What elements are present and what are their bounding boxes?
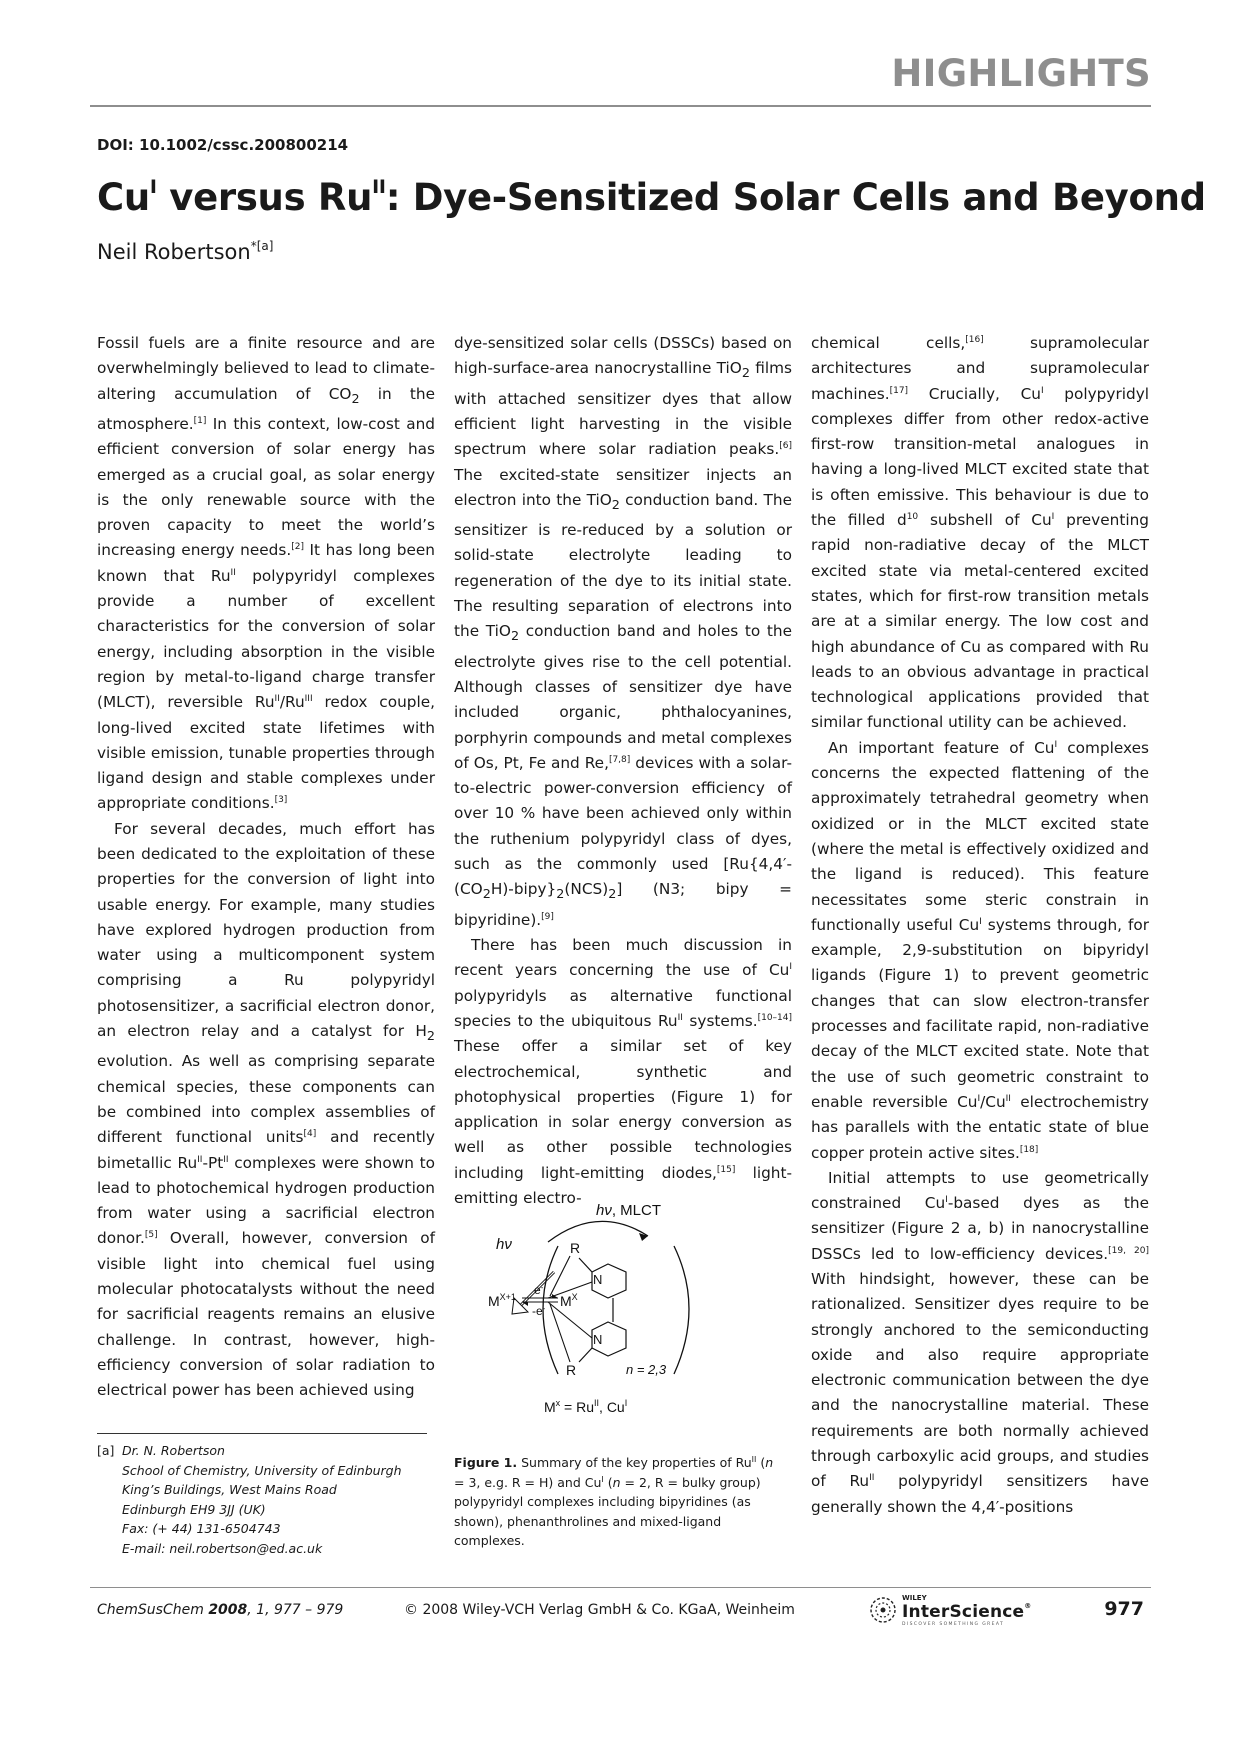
label-n-top: N (593, 1272, 603, 1287)
logo-publisher: WILEY (902, 1594, 927, 1602)
figure-1 (488, 1198, 758, 1442)
affiliation-line: School of Chemistry, University of Edinburgh (122, 1462, 402, 1478)
ligand-right-bracket (674, 1246, 689, 1374)
page-number: 977 (1104, 1598, 1144, 1620)
col3-paragraph-1: chemical cells,[16] supramolecular architectures and supramolecular machines.[17] Crucially, $Cu^I$ polypyridyl complexes differ from other redox-active first-row transition-metal analogues in having a long-lived MLCT excited state that is often emissive. This behaviour is due to the filled $d^{10}$ subshell of $Cu^I$ preventing rapid non-radiative decay of the MLCT excited state via metal-centered excited states, which for first-row transition metals are at a similar energy. The low cost and high abundance of Cu as compared with Ru leads to an obvious advantage in practical technological applications provided that similar functional utility can be achieved. (811, 334, 1150, 732)
label-n-value: n = 2,3 (626, 1362, 667, 1377)
col2-paragraph-1: dye-sensitized solar cells (DSSCs) based on high-surface-area nanocrystalline TiO$_2$ films with attached sensitizer dyes that allow efficient light harvesting in the visible spectrum where solar radiation peaks.[6] The excited-state sensitizer injects an electron into the TiO$_2$ conduction band. The sensitizer is re-reduced by a solution or solid-state electrolyte leading to regeneration of the dye to its initial state. The resulting separation of electrons into the TiO$_2$ conduction band and holes to the electrolyte gives rise to the cell potential. Although classes of sensitizer dye have included organic, phthalocyanines, porphyrin compounds and metal complexes of Os, Pt, Fe and Re,[7,8] devices with a solar-to-electric power-conversion efficiency of over 10 % have been achieved only within the ruthenium polypyridyl class of dyes, such as the commonly used $[Ru\{4,4'-(CO_2H)-bipy\}_2(NCS)_2]$ (N3; bipy = bipyridine).[9] (454, 334, 793, 929)
label-mx: $M^X$ (560, 1292, 578, 1309)
title-sup-2: II (372, 176, 386, 198)
mlct-curved-arrow (548, 1221, 648, 1242)
label-r-bottom: R (566, 1362, 577, 1378)
affiliation-rule (97, 1433, 427, 1434)
citation-link[interactable]: [15] (716, 1164, 736, 1175)
logo-tagline: DISCOVER SOMETHING GREAT (902, 1622, 1005, 1627)
citation-link[interactable]: [18] (1019, 1144, 1039, 1155)
label-hv: hν (496, 1236, 512, 1253)
journal-volume-pages: , 1, 977 – 979 (247, 1602, 344, 1618)
article-doi[interactable]: DOI: 10.1002/cssc.200800214 (97, 136, 349, 154)
title-part-1: Cu (97, 176, 150, 219)
label-r-top: R (570, 1240, 581, 1256)
citation-link[interactable]: [3] (274, 795, 288, 806)
citation-link[interactable]: [1] (193, 415, 207, 426)
journal-name: ChemSusChem (97, 1602, 204, 1618)
affiliation-footnote (97, 1441, 437, 1558)
header-section-label: HIGHLIGHTS (891, 52, 1151, 95)
label-e-reverse: -e- (532, 1304, 546, 1318)
citation-link[interactable]: [2] (291, 542, 304, 553)
figure-1-caption: Figure 1. Summary of the key properties of $Ru^{II}$ (n = 3, e.g. R = H) and $Cu^I$ (n = 2, R = bulky group) polypyridyl complexes including bipyridines (as shown), phenanthrolines and mixed-ligand complexes. (454, 1455, 774, 1548)
title-sup-1: I (149, 176, 157, 198)
col3-paragraph-3: Initial attempts to use geometrically constrained $Cu^I$-based dyes as the sensitizer (Figure 2 a, b) in nanocrystalline DSSCs led to low-efficiency devices.[19, 20] With hindsight, however, these can be rationalized. Sensitizer dyes require to be strongly anchored to the semiconducting oxide and also require appropriate electronic communication between the dye and the nanocrystalline material. These requirements are both normally achieved through carboxylic acid groups, and studies of $Ru^{II}$ polypyridyl sensitizers have generally shown the 4,4′-positions (811, 1168, 1149, 1516)
article-title (97, 176, 1206, 219)
citation-link[interactable]: [16] (965, 335, 984, 345)
body-column-1 (97, 331, 435, 1404)
citation-link[interactable]: [9] (541, 911, 554, 922)
footer-rule (90, 1587, 1151, 1588)
citation-link[interactable]: [17] (889, 385, 909, 396)
affiliation-line: King’s Buildings, West Mains Road (122, 1482, 337, 1497)
label-hv-mlct: hν, MLCT (596, 1202, 662, 1219)
footer-journal-citation[interactable] (97, 1602, 343, 1618)
label-metal-definition: $M^x = Ru^{II}$, $Cu^I$ (544, 1398, 628, 1415)
logo-brand: InterScience® (902, 1602, 1032, 1622)
col2-paragraph-2: There has been much discussion in recent years concerning the use of $Cu^I$ polypyridyls as alternative functional species to the ubiquitous $Ru^{II}$ systems.[10–14] These offer a similar set of key electrochemical, synthetic and photophysical properties (Figure 1) for application in solar energy conversion as well as other possible technologies including light-emitting diodes,[15] light-emitting electro- (454, 936, 793, 1207)
figure-1-diagram (488, 1198, 758, 1442)
body-column-2 (454, 331, 792, 1211)
col1-paragraph-1: Fossil fuels are a finite resource and are overwhelmingly believed to lead to climate-altering accumulation of $CO_2$ in the atmosphere.[1] In this context, low-cost and efficient conversion of solar energy has emerged as a crucial goal, as solar energy is the only renewable source with the proven capacity to meet the world’s increasing energy needs.[2] It has long been known that $Ru^{II}$ polypyridyl complexes provide a number of excellent characteristics for the conversion of solar energy, including absorption in the visible region by metal-to-ligand charge transfer (MLCT), reversible $Ru^{II}/Ru^{III}$ redox couple, long-lived excited state lifetimes with visible emission, tunable properties through ligand design and stable complexes under appropriate conditions.[3] (97, 334, 435, 813)
author-name[interactable]: Neil Robertson (97, 240, 251, 264)
title-part-3: : Dye-Sensitized Solar Cells and Beyond (385, 176, 1206, 219)
affiliation-name: Dr. N. Robertson (122, 1443, 225, 1458)
footer-copyright: © 2008 Wiley-VCH Verlag GmbH & Co. KGaA, Weinheim (404, 1602, 795, 1618)
title-part-2: versus Ru (156, 176, 373, 219)
citation-link[interactable]: [6] (779, 441, 792, 452)
interscience-globe-icon (868, 1595, 898, 1625)
col3-paragraph-2: An important feature of $Cu^I$ complexes concerns the expected flattening of the approximately tetrahedral geometry when oxidized or in the MLCT excited state (where the metal is effectively oxidized and the ligand is reduced). This feature necessitates some steric constrain in functionally useful $Cu^I$ systems through, for example, 2,9-substitution on bipyridyl ligands (Figure 1) to prevent geometric changes that can slow electron-transfer processes and facilitate rapid, non-radiative decay of the MLCT excited state. Note that the use of such geometric constraint to enable reversible $Cu^I/Cu^{II}$ electrochemistry has parallels with the entatic state of blue copper protein active sites.[18] (811, 738, 1150, 1162)
interscience-logo[interactable] (868, 1593, 1038, 1629)
citation-link[interactable]: [4] (303, 1129, 317, 1140)
journal-year: 2008 (208, 1602, 248, 1618)
affiliation-email[interactable]: E-mail: neil.robertson@ed.ac.uk (122, 1540, 323, 1556)
header-rule (90, 105, 1151, 107)
figure-1-label[interactable]: Figure 1. (454, 1455, 518, 1470)
label-mx1: $M^{X+1}$ (488, 1292, 516, 1309)
citation-link[interactable]: [5] (144, 1230, 158, 1241)
citation-link[interactable]: [19, 20] (1108, 1245, 1149, 1256)
affiliation-fax: Fax: (+ 44) 131-6504743 (122, 1521, 281, 1536)
label-n-bottom: N (593, 1332, 603, 1347)
citation-link[interactable]: [7,8] (608, 754, 631, 765)
body-column-3 (811, 331, 1149, 1520)
author-affiliation-mark[interactable]: *[a] (250, 239, 274, 253)
col1-paragraph-2: For several decades, much effort has been dedicated to the exploitation of these properties for the conversion of light into usable energy. For example, many studies have explored hydrogen production from water using a multicomponent system comprising a Ru polypyridyl photosensitizer, a sacrificial electron donor, an electron relay and a catalyst for $H_2$ evolution. As well as comprising separate chemical species, these components can be combined into complex assemblies of different functional units[4] and recently bimetallic $Ru^{II}-Pt^{II}$ complexes were shown to lead to photochemical hydrogen production from water using a sacrificial electron donor.[5] Overall, however, conversion of visible light into chemical fuel using molecular photocatalysts without the need for sacrificial reagents remains an elusive challenge. In contrast, however, high-efficiency conversion of solar radiation to electrical power has been achieved using (97, 819, 435, 1400)
label-e-forward: e- (534, 1283, 544, 1297)
article-author (97, 240, 273, 264)
affiliation-tag: [a] (97, 1443, 115, 1458)
citation-link[interactable]: [10–14] (757, 1012, 793, 1023)
affiliation-line: Edinburgh EH9 3JJ (UK) (122, 1501, 266, 1517)
